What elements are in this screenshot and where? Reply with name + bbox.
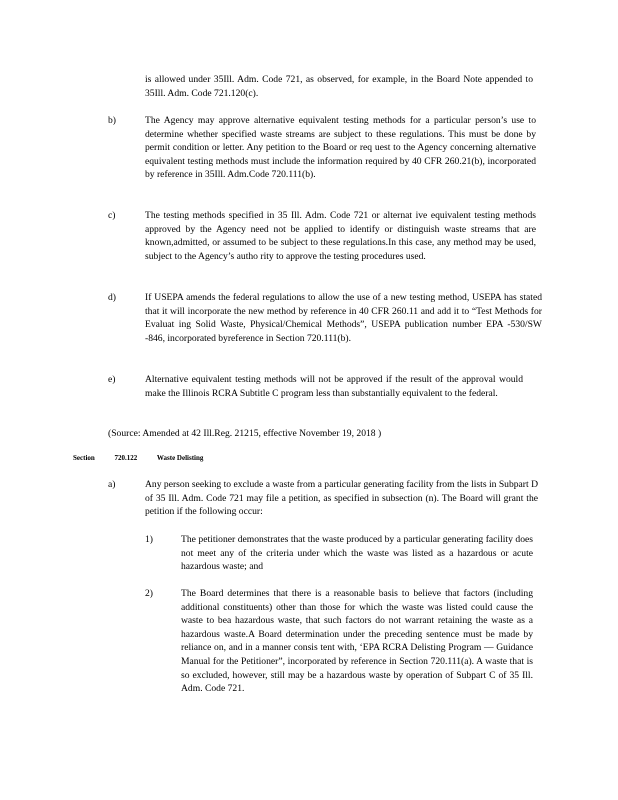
intro-paragraph: is allowed under 35Ill. Adm. Code 721, as observed, for example, in the Board Note appended to 35Ill. Adm. Code 721.120(c). (145, 74, 533, 99)
subitem-text: The Board determines that there is a reasonable basis to believe that factors (including additional constituents) other than those for which the waste was listed could cause the waste to bea hazardous waste, that such factors do not warrant retaining the waste as a hazardous waste.A Board determination under the preceding sentence must be made by reliance on, and in a manner consis tent with, ‘EPA RCRA Delisting Program — Guidance Manual for the Petitioner”, incorporated by reference in Section 720.111(a). A waste that is so excluded, however, still may be a hazardous waste by operation of Subpart C of 35 Ill. Adm. Code 721. (181, 588, 533, 695)
section-heading (73, 452, 221, 466)
item-label: a) (108, 479, 116, 490)
item-text: The testing methods specified in 35 Ill. Adm. Code 721 or alternat ive equivalent testing methods approved by the Agency need not be applied to identify or distinguish waste streams that are known,admitted, or assumed to be subject to these regulations.In this case, any method may be used, subject to the Agency’s autho rity to approve the testing procedures used. (145, 210, 536, 262)
item-text: The Agency may approve alternative equivalent testing methods for a particular person’s use to determine whether specified waste streams are subject to these regulations. This must be done by permit condition or letter. Any petition to the Board or req uest to the Agency concerning alternative equivalent testing methods must include the information required by 40 CFR 260.21(b), incorporated by reference in 35Ill. Adm.Code 720.111(b). (145, 115, 536, 181)
item-label: b) (108, 115, 116, 126)
item-text: Alternative equivalent testing methods will not be approved if the result of the approval would make the Illinois RCRA Subtitle C program less than substantially equivalent to the federal. (145, 374, 523, 399)
item-label: c) (108, 210, 116, 221)
item-text: If USEPA amends the federal regulations to allow the use of a new testing method, USEPA has stated that it will incorporate the new method by reference in 40 CFR 260.11 and add it to “Test Methods for Evaluat ing Solid Waste, Physical/Chemical Methods”, USEPA publication number EPA -530/SW -846, incorporated byreference in Section 720.111(b). (145, 292, 542, 344)
item-label: e) (108, 374, 116, 385)
item-text: Any person seeking to exclude a waste from a particular generating facility from the lists in Subpart D of 35 Ill. Adm. Code 721 may file a petition, as specified in subsection (n). The Board will grant the petition if the following occur: (145, 479, 538, 518)
item-label: d) (108, 292, 116, 303)
subitem-text: The petitioner demonstrates that the waste produced by a particular generating facility does not meet any of the criteria under which the waste was listed as a hazardous or acute hazardous waste; and (181, 534, 533, 573)
source-note: (Source: Amended at 42 Ill.Reg. 21215, effective November 19, 2018 ) (108, 428, 382, 439)
section-title: Waste Delisting (156, 454, 204, 462)
section-word: Section (73, 454, 95, 462)
subitem-label: 1) (145, 534, 153, 545)
section-number: 720.122 (114, 454, 138, 462)
subitem-label: 2) (145, 588, 153, 599)
